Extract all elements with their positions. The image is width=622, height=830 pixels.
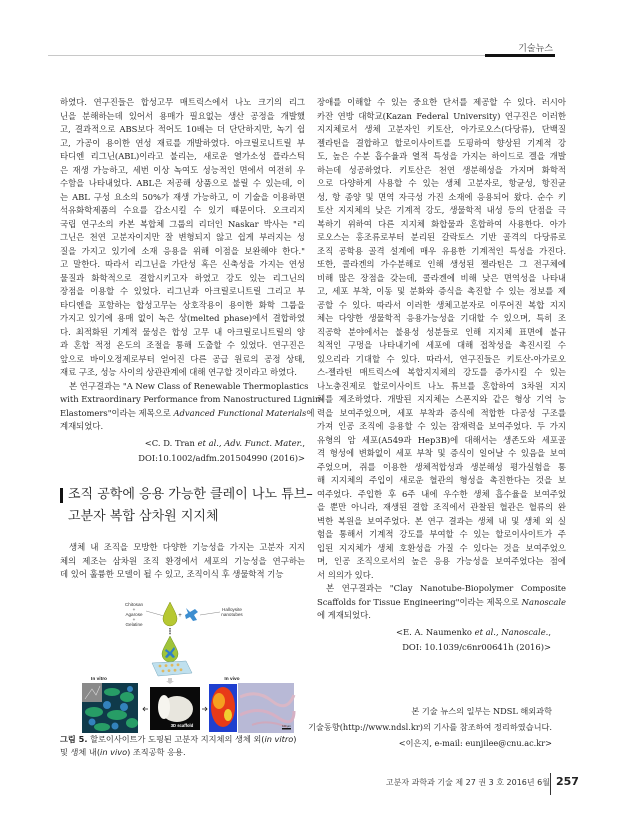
text-line: 고, 세포 부착, 이동 및 분화와 증식을 촉진할 수 있는 정보를 제	[317, 286, 566, 296]
text-line: 력을 보여주었으며, 세포 부착과 증식에 적합한 다공성 구조를	[317, 407, 566, 418]
text-line: 로오스는 홍조류로부터 분리된 갈락토스 기반 골격의 다당류로	[317, 232, 566, 242]
note-line: 기술동향(http://www.ndsl.kr)의 기사를 참조하여 정리하였습니다.	[308, 722, 552, 732]
header-rule	[48, 55, 485, 56]
text-line: 은 재생 가능하고, 세번 이상 녹여도 성능적인 면에서 여전히 우	[60, 164, 305, 175]
label-gelatine: Gelatine	[125, 622, 143, 627]
text-line: 험을 통해서 기계적 강도를 부여할 수 있는 할로이사이트가 주	[317, 529, 566, 539]
page-number: 257	[556, 775, 579, 788]
text-line: 물질과 화학적으로 결합시키고자 하였고 강도 있는 리그닌의	[60, 272, 305, 283]
text-segment: 에	[306, 407, 315, 418]
text-line: 여주었다. 주입한 후 6주 내에 우수한 생체 흡수율을 보여주었	[317, 488, 566, 499]
text-line: 데 있어 훌륭한 모델이 될 수 있고, 조직이식 후 생물학적 기능	[60, 569, 284, 579]
label-chitosan: Chitosan	[124, 602, 144, 607]
droplet-doped-icon	[162, 636, 178, 662]
text-line: 카잔 연방 대학교(Kazan Federal University) 연구진은 이러한	[317, 110, 566, 121]
text-line: 본 연구결과는 "Clay Nanotube-Biopolymer Composite	[326, 583, 566, 593]
text-line: 석유화학제품의 수요를 감소시킬 수 있기 때문이다. 오크리지	[60, 205, 305, 215]
header-accent-bar	[485, 54, 555, 57]
footer-journal-info: 고분자 과학과 기술 제 27 권 3 호 2016년 6월	[385, 778, 550, 787]
in-vivo-heatmap	[209, 684, 237, 732]
source-note	[308, 703, 552, 751]
text-line: 해 지지체의 주입이 새로운 혈관의 형성을 촉진한다는 것을 보	[317, 475, 566, 485]
text-line: 조직 공학용 골격 설계에 매우 유용한 기계적인 특성을 가진다.	[317, 245, 566, 256]
text-line: 가져 인공 조직에 응용할 수 있는 잠재력을 보여주었다. 두 가지	[317, 421, 566, 431]
text-line: 고, 가공이 용이한 연성 재료를 개발하였다. 아크릴로니트릴 부	[60, 137, 305, 148]
text-line: 비해 많은 장점을 갖는데, 콜라겐에 비해 낮은 면역성을 나타내	[317, 272, 566, 283]
arrow-right-icon	[202, 707, 207, 711]
text-segment: 할로이사이트가 도핑된 고분자 지지체의 생체 외(	[87, 734, 265, 744]
text-line: 장점을 이용할 수 있었다. 리그닌과 아크릴로니트릴 그리고 부	[60, 286, 305, 296]
text-line: 고 말한다. 따라서 리그닌을 가단성 혹은 신축성을 가지는 연성	[60, 259, 305, 269]
left-column-lower	[60, 541, 305, 582]
label-in-vivo: In vivo	[224, 677, 240, 682]
heading-bar	[60, 488, 63, 503]
caption-label: 그림 5.	[60, 734, 88, 744]
italic-text: in vitro	[264, 734, 294, 744]
citation-line	[60, 436, 305, 451]
citation-line	[317, 625, 551, 640]
caption-text	[60, 734, 296, 757]
text-segment: ) 및 생체 내(	[60, 734, 297, 757]
text-line	[317, 596, 566, 610]
footer-divider	[550, 773, 551, 795]
scale-bar-label: 100 μm	[282, 725, 291, 728]
text-segment: <C. D. Tran	[144, 437, 198, 448]
text-line: with Extraordinary Performance from Nanostructured Lignin-	[60, 394, 324, 404]
text-segment: ,	[302, 437, 305, 448]
text-line: 직공학 분야에서는 불용성 성분들로 인해 지지체 표면에 불규	[317, 326, 566, 337]
text-line: 하였다. 연구진들은 합성고무 매트릭스에서 나노 크기의 리그	[60, 97, 305, 107]
left-body-text	[60, 96, 324, 434]
text-segment: ) 조직공학 응용.	[127, 747, 186, 757]
text-line: 체를 제조하였다. 개발된 지지체는 스폰지와 같은 형상 기억 능	[317, 394, 566, 404]
halloysite-icon	[185, 608, 198, 621]
left-citation	[60, 436, 305, 466]
text-line: 체는 다양한 생물학적 응용가능성을 기대할 수 있으며, 특히 조	[317, 313, 566, 323]
label-plus: +	[132, 607, 136, 612]
section-title: 기술뉴스	[518, 44, 553, 54]
text-line: 앞으로 바이오정제로부터 얻어진 다른 공급 원료의 공정 상태,	[60, 353, 305, 364]
text-segment: Elastomers"이라는 제목으로	[60, 407, 174, 418]
text-line: 으로 다양하게 사용할 수 있는 생체 고분자로, 항균성, 항진균	[317, 178, 566, 188]
text-line: 장애를 이해할 수 있는 중요한 단서를 제공할 수 있다. 러시아	[317, 97, 566, 107]
text-line: 본 연구결과는 "A New Class of Renewable Thermoplastics	[69, 380, 309, 391]
text-line: 그닌은 천연 고분자이지만 잘 변형되지 않고 쉽게 부러지는 성	[60, 232, 305, 242]
droplet-icon	[163, 602, 177, 626]
label-3d-scaffold: 3D scaffold	[170, 723, 194, 728]
text-line: 에 게재되었다.	[317, 610, 371, 620]
text-segment: ,	[548, 626, 551, 637]
text-line: 다. 최적화된 기계적 물성은 합성 고무 내 아크릴로니트릴의 양	[60, 326, 305, 337]
text-line: 나노충진제로 할로이사이트 나노 튜브를 혼합하여 3차원 지지	[317, 380, 566, 391]
well-plate-icon	[152, 661, 192, 676]
italic-text: Advanced Functional Materials	[173, 407, 307, 418]
text-line: 질을 가지고 있기에 소재 응용을 위해 이점을 보완해야 한다."	[60, 245, 305, 256]
text-line: 입된 지지체가 생체 호환성을 가질 수 있다는 것을 보여주었으	[317, 542, 566, 553]
text-line: 체의 제조는 삼차원 조직 환경에서 세포의 기능성을 연구하는	[60, 555, 305, 566]
text-line: 수함을 나타내었다. ABL은 저공해 상품으로 불릴 수 있는데, 이	[60, 178, 305, 188]
text-line: 있으리라 기대할 수 있다. 따라서, 연구진들은 키토산-아가로오	[317, 353, 566, 364]
in-vitro-micrograph	[82, 683, 138, 733]
text-line: 며, 인공 조직으로서의 높은 응용 가능성을 보여주었다는 점에	[317, 556, 566, 566]
text-line: 토산 지지체의 낮은 기계적 강도, 생물학적 내성 등의 단점을 극	[317, 205, 566, 215]
text-line: 타디엔을 포함하는 합성고무는 상호작용이 용이한 화학 그룹을	[60, 299, 305, 310]
intro-body-text	[60, 541, 305, 582]
right-column	[317, 96, 566, 655]
text-line: 주었으며, 쥐를 이용한 생체적합성과 생분해성 평가실험을 통	[317, 461, 566, 472]
figure-caption	[60, 733, 305, 759]
text-line: 타디엔 리그닌(ABL)이라고 불리는, 새로운 열가소성 플라스틱	[60, 151, 305, 161]
note-author-email: <이은지, e-mail: eunjilee@cnu.ac.kr>	[398, 738, 552, 748]
text-line: 젤라틴을 결합하고 할로이사이트를 도핑하여 향상된 기계적 강	[317, 137, 566, 148]
text-line: 재료 구조, 성능 사이의 상관관계에 대해 연구할 것이라고 하였다.	[60, 367, 297, 377]
text-line: 지지체로서 생체 고분자인 키토산, 아가로오스(다당류), 단백질	[317, 124, 566, 134]
text-line: 또한, 콜라겐의 가수분해로 인해 생성된 젤라틴은 그 전구체에	[317, 259, 566, 269]
text-line: 닌을 분해하는데 있어서 용매가 필요없는 생산 공정을 개발했	[60, 110, 305, 121]
label-agarose: Agarose	[125, 612, 143, 617]
text-line: 계재되었다.	[60, 421, 104, 431]
label-halloysite: Halloysite	[222, 607, 242, 612]
text-line: 성, 항 종양 및 면역 자극성 가진 소재에 응용되어 왔다. 순수 키	[317, 191, 566, 202]
arrow-left-icon	[143, 707, 148, 711]
text-line: 복하기 위하여 다른 지지체 화합물과 혼합하여 사용한다. 아가	[317, 218, 566, 229]
heading-line: 고분자 복합 삼차원 지지체	[68, 509, 219, 524]
text-segment: <E. A. Naumenko	[396, 626, 475, 637]
text-line: 가지고 있기에 용매 없이 녹은 상(melted phase)에서 결합하였	[60, 313, 305, 323]
right-body-text	[317, 96, 566, 623]
text-line	[60, 407, 315, 421]
text-line: 도, 높은 수분 흡수율과 열적 특성을 가지는 하이드로 겔을 개발	[317, 151, 566, 161]
text-line: 스-젤라틴 매트릭스에 복합지지체의 강도를 증가시킬 수 있는	[317, 367, 566, 377]
citation-line	[317, 640, 551, 655]
article-heading	[60, 484, 318, 528]
italic-text: in vivo	[100, 747, 128, 757]
italic-text: et al., Adv. Funct. Mater.	[197, 437, 303, 448]
text-segment: DOI:10.1002/adfm.201504990 (2016)>	[138, 452, 305, 463]
text-line: 고, 결과적으로 ABS보다 적어도 10배는 더 단단하지만, 녹기 쉽	[60, 124, 305, 134]
text-line: 하는데 성공하였다. 키토산은 천연 생분해성을 가지며 화학적	[317, 164, 566, 175]
label-nanotubes: nanotubes	[221, 612, 243, 617]
in-vivo-histology	[238, 683, 294, 733]
text-line: 을 뿐만 아니라, 재생된 결합 조직에서 관찰된 혈관은 혈류의 완	[317, 502, 566, 512]
text-line: 국립 연구소의 카본 복합체 그룹의 리더인 Naskar 박사는 "리	[60, 218, 305, 229]
label-in-vitro: In vitro	[91, 677, 107, 682]
text-line: 생체 내 조직을 모방한 다양한 기능성을 가지는 고분자 지지	[69, 542, 305, 552]
italic-text: et al., Nanoscale.	[474, 626, 549, 637]
text-line: 칙적인 구멍을 나타내기에 세포에 대해 접착성을 촉진시킬 수	[317, 340, 566, 350]
text-segment: Scaffolds for Tissue Engineering"이라는 제목으로	[317, 596, 522, 607]
note-line: 본 기술 뉴스의 일부는 NDSL 해외과학	[411, 706, 552, 716]
plus-sign: +	[178, 613, 182, 619]
arrow-down-icon	[166, 678, 174, 684]
text-line: 서 의의가 있다.	[317, 569, 374, 580]
label-plus: +	[132, 617, 136, 622]
text-line: 공할 수 있다. 따라서 이러한 생체고분자로 이루어진 복합 지지	[317, 299, 566, 310]
scaffold-photo	[150, 687, 200, 730]
citation-line	[60, 451, 305, 466]
text-line: 격 형성에 변화없이 세포 부착 및 증식이 일어날 수 있음을 보여	[317, 448, 566, 458]
text-line: 는 ABL 구성 요소의 50%가 재생 가능하고, 이 기술을 이용하면	[60, 191, 305, 202]
left-column	[60, 96, 324, 466]
italic-text: Nanoscale	[521, 596, 566, 607]
text-segment: DOI: 10.1039/c6nr00641h (2016)>	[402, 641, 551, 652]
right-citation	[317, 625, 566, 655]
figure-5-schematic	[82, 597, 297, 734]
text-line: 유형의 암 세포(A549과 Hep3B)에 대해서는 생존도와 세포골	[317, 434, 566, 445]
text-line: 과 혼합 적정 온도의 조절을 통해 도출할 수 있었다. 연구진은	[60, 340, 305, 350]
text-line: 벽한 복원을 보여주었다. 본 연구 결과는 생체 내 및 생체 외 실	[317, 515, 566, 526]
heading-line: 조직 공학에 응용 가능한 클레이 나노 튜브–	[68, 487, 313, 502]
